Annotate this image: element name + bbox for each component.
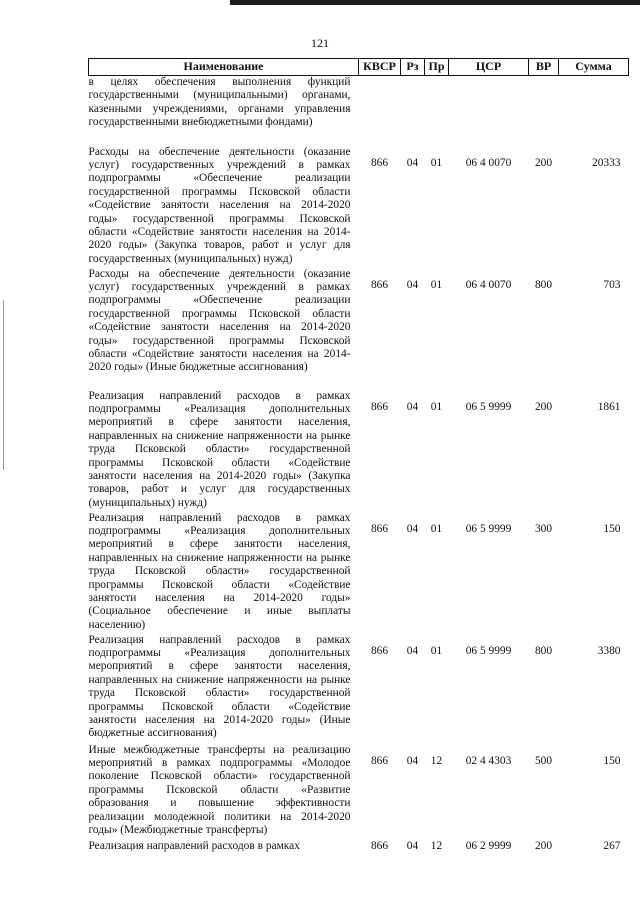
row-rz: 04 [406, 644, 419, 657]
row-name: Реализация направлений расходов в рамках подпрограммы «Реализация дополнительных мероприятий в сфере занятости населения, направленных на снижение напряженности на рынке труда Псковской области» государственной программы Псковской области «Содействие занятости населения на 2014-2020 годы» (Социальное обеспечение и иные выплаты населению) [88, 511, 351, 631]
header-kvsr: КВСР [359, 59, 401, 76]
row-vr: 300 [534, 522, 553, 535]
table-row [89, 512, 629, 634]
table-row [89, 744, 629, 840]
header-name: Наименование [89, 59, 359, 76]
row-name: Реализация направлений расходов в рамках подпрограммы «Реализация дополнительных мероприятий в сфере занятости населения, направленных на снижение напряженности на рынке труда Псковской области» государственной программы Псковской области «Содействие занятости населения на 2014-2020 годы» (Закупка товаров, работ и услуг для государственных (муниципальных) нужд) [88, 389, 351, 509]
row-pr [425, 76, 449, 146]
scan-left-edge [3, 300, 4, 470]
row-name: Расходы на обеспечение деятельности (оказание услуг) государственных учреждений в рамках подпрограммы «Обеспечение реализации государственной программы Псковской области «Содействие занятости населения на 2014-2020 годы» государственной программы Псковской области «Содействие занятости населения на 2014-2020 годы» (Закупка товаров, работ и услуг для государственных (муниципальных) нужд) [88, 145, 351, 265]
row-kvsr: 866 [370, 644, 389, 657]
header-pr: Пр [425, 59, 449, 76]
row-sum [559, 76, 629, 146]
row-sum: 1861 [597, 400, 621, 413]
row-kvsr: 866 [370, 278, 389, 291]
row-vr: 200 [534, 839, 553, 852]
table-row [89, 634, 629, 744]
row-pr: 12 [430, 754, 443, 767]
row-kvsr [359, 76, 401, 146]
row-pr: 01 [430, 522, 443, 535]
row-kvsr: 866 [370, 754, 389, 767]
row-rz: 04 [406, 522, 419, 535]
row-vr: 500 [534, 754, 553, 767]
row-vr [529, 76, 559, 146]
row-sum: 150 [603, 754, 621, 767]
header-rz: Рз [401, 59, 425, 76]
row-vr: 800 [534, 644, 553, 657]
row-csr: 06 2 9999 [465, 839, 512, 852]
table-header-row [89, 59, 629, 76]
row-pr: 01 [430, 278, 443, 291]
table-row [89, 390, 629, 512]
row-csr [449, 76, 529, 146]
row-pr: 01 [430, 644, 443, 657]
row-rz: 04 [406, 156, 419, 169]
row-rz: 04 [406, 839, 419, 852]
row-name: Реализация направлений расходов в рамках [88, 839, 300, 852]
row-name: Иные межбюджетные трансферты на реализацию мероприятий в рамках подпрограммы «Молодое поколение Псковской области» государственной программы Псковской области «Развитие образования и повышение эффективности реализации молодежной политики на 2014-2020 годы» (Межбюджетные трансферты) [88, 743, 351, 836]
row-sum: 3380 [597, 644, 621, 657]
header-sum: Сумма [559, 59, 629, 76]
row-csr: 02 4 4303 [465, 754, 512, 767]
row-csr: 06 4 0070 [465, 156, 512, 169]
row-pr: 01 [430, 400, 443, 413]
row-kvsr: 866 [370, 400, 389, 413]
header-vr: ВР [529, 59, 559, 76]
row-sum: 150 [603, 522, 621, 535]
row-rz [401, 76, 425, 146]
row-vr: 800 [534, 278, 553, 291]
row-sum: 703 [603, 278, 621, 291]
row-kvsr: 866 [370, 156, 389, 169]
table-row [89, 76, 629, 146]
row-csr: 06 5 9999 [465, 644, 512, 657]
row-csr: 06 4 0070 [465, 278, 512, 291]
row-pr: 01 [430, 156, 443, 169]
row-csr: 06 5 9999 [465, 400, 512, 413]
row-pr: 12 [430, 839, 443, 852]
row-vr: 200 [534, 400, 553, 413]
row-sum: 267 [603, 839, 621, 852]
row-rz: 04 [406, 400, 419, 413]
row-sum: 20333 [592, 156, 621, 169]
row-name: Расходы на обеспечение деятельности (оказание услуг) государственных учреждений в рамках подпрограммы «Обеспечение реализации государственной программы Псковской области «Содействие занятости населения на 2014-2020 годы» государственной программы Псковской области «Содействие занятости населения на 2014-2020 годы» (Иные бюджетные ассигнования) [88, 267, 351, 374]
table-row [89, 146, 629, 268]
row-kvsr: 866 [370, 522, 389, 535]
row-name: в целях обеспечения выполнения функций государственными (муниципальными) органами, казенными учреждениями, органами управления государственными внебюджетными фондами) [88, 76, 351, 129]
scan-top-border [230, 0, 640, 5]
row-name: Реализация направлений расходов в рамках подпрограммы «Реализация дополнительных мероприятий в сфере занятости населения, направленных на снижение напряженности на рынке труда Псковской области» государственной программы Псковской области «Содействие занятости населения на 2014-2020 годы» (Иные бюджетные ассигнования) [88, 633, 351, 740]
row-vr: 200 [534, 156, 553, 169]
row-kvsr: 866 [370, 839, 389, 852]
table-row [89, 268, 629, 390]
row-rz: 04 [406, 278, 419, 291]
row-rz: 04 [406, 754, 419, 767]
page-number: 121 [311, 36, 329, 50]
header-csr: ЦСР [449, 59, 529, 76]
table-row [89, 840, 629, 853]
row-csr: 06 5 9999 [465, 522, 512, 535]
budget-table [88, 58, 629, 853]
